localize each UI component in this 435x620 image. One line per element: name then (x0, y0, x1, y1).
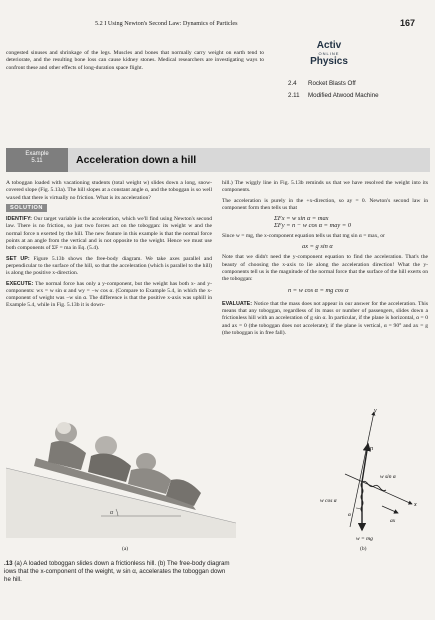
caption-prefix: .13 (4, 560, 13, 567)
caption-line-3: he hill. (4, 576, 22, 583)
activ-logo-bottom: Physics (310, 56, 348, 67)
identify-keyword: IDENTIFY: (6, 216, 32, 223)
activ-logo-top: Activ (316, 40, 342, 51)
fbd-label-alpha: α (348, 512, 351, 518)
activ-physics-logo (300, 42, 358, 66)
example-label: Example (25, 151, 49, 157)
fbd-label-n: n (370, 446, 373, 452)
example-title: Acceleration down a hill (76, 154, 197, 166)
solution-tag: SOLUTION (6, 204, 47, 212)
right-paragraph-3: Since w = mg, the x-component equation tells us that mg sin α = max, or (222, 232, 385, 239)
right-paragraph-1: hill.) The wiggly line in Fig. 5.13b reminds us that we have resolved the weight into its components. (222, 180, 428, 194)
evaluate-text: Notice that the mass does not appear in our answer for the acceleration. This means that any toboggan, regardless of its mass or number of passengers, slides down a frictionless hill with an acceleration of g sin α. In particular, if the plane is horizontal, α = 0 and ax = 0 (the toboggan does not accelerate); if the plane is vertical, α = 90° and ax = g (the toboggan is in free fall). (222, 300, 428, 337)
equation-sum-fx: ΣFx = w sin α = max (274, 215, 329, 223)
fbd-acceleration (382, 506, 398, 513)
running-head: 5.2 I Using Newton's Second Law: Dynamics of Particles (95, 20, 238, 27)
example-heading-bar (6, 148, 430, 172)
evaluate-keyword: EVALUATE: (222, 300, 253, 307)
activ-item[interactable]: 2.11 Modified Atwood Machine (288, 92, 379, 99)
identify-text: Our target variable is the acceleration, which we'll find using Newton's second law. There is no friction, so just two forces act on the toboggan: its weight w and the normal force n exerted by the hill. The new feature in this example is that the normal force points at an angle from the vertical and is not opposite to the weight. Hence we must use both components of ΣF = ma in Eq. (5.4). (6, 216, 212, 252)
caption-line-2: iows that the x-component of the weight, w sin α, accelerates the toboggan down (4, 568, 226, 575)
fbd-label-x: x (414, 502, 417, 508)
activ-logo-mid: ONLINE (318, 51, 340, 56)
fbd-x-axis (345, 474, 412, 504)
example-number-box (6, 148, 68, 172)
equation-ax: ax = g sin α (302, 243, 333, 251)
equation-normal-force: n = w cos α = mg cos α (288, 286, 349, 294)
right-column (222, 180, 428, 340)
execute-paragraph (6, 281, 212, 310)
execute-text: The normal force has only a y-component, but the weight has both x- and y-components: wx = w sin α and wy = −w cos α. (Compare to Example 5.4, in which the x-component of weight was −w sin α. The difference is that the positive x-axis was uphill in Example 5.4, while in Fig. 5.13b it is down- (6, 280, 212, 309)
fbd-w-sin-component (362, 481, 386, 490)
figure-a-alpha: α (110, 510, 114, 516)
figure-a-label: (a) (122, 546, 129, 552)
fbd-label-w: w = mg (356, 536, 373, 542)
activ-item[interactable]: 2.4 Rocket Blasts Off (288, 80, 356, 87)
example-number: 5.11 (31, 158, 43, 164)
intro-text: congested sinuses and shrinkage of the legs. Muscles and bones that normally carry weight on earth tend to deteriorate, and the resulting bone loss can cause kidney stones. Medical researchers are investigating ways to confront these and other effects of long-duration space flight. (6, 50, 264, 71)
intro-paragraph (6, 50, 264, 75)
setup-paragraph (6, 256, 212, 278)
problem-statement: A toboggan loaded with vacationing students (total weight w) slides down a long, snow-covered slope (Fig. 5.13a). The hill slopes at a constant angle α, and the toboggan is so well waxed that there is virtually no friction. What is its acceleration? (6, 180, 212, 201)
right-paragraph-2: The acceleration is purely in the +x-direction, so ay = 0. Newton's second law in component form then tells us that (222, 197, 428, 211)
identify-paragraph (6, 216, 212, 252)
caption-line-1: (a) A loaded toboggan slides down a frictionless hill. (b) The free-body diagram (14, 560, 230, 567)
fbd-label-y: y (374, 408, 377, 414)
fbd-label-wcos: w cos α (320, 498, 337, 504)
right-paragraph-4: Note that we didn't need the y-component equation to find the acceleration. That's the beauty of choosing the x-axis to lie along the acceleration direction! What the y-components tell us is the magnitude of the normal force that the surface of the hill exerts on the toboggan: (222, 254, 428, 283)
figure-b-label: (b) (360, 546, 367, 552)
fbd-label-ax: ax (390, 518, 396, 524)
equation-sum-fy: ΣFy = n − w cos α = may = 0 (274, 222, 351, 230)
evaluate-paragraph (222, 301, 428, 337)
execute-keyword: EXECUTE: (6, 280, 34, 287)
page-number: 167 (400, 18, 416, 28)
fbd-label-wsin: w sin α (380, 474, 396, 480)
toboggan-illustration (6, 398, 236, 538)
activ-physics-list (288, 78, 428, 102)
setup-text: Figure 5.13b shows the free-body diagram. We take axes parallel and perpendicular to the surface of the hill, so that the acceleration (which is parallel to the hill) is along the positive x-direction. (6, 255, 213, 277)
left-column (6, 180, 212, 313)
fbd-normal-force (362, 444, 368, 482)
figure-caption (4, 560, 424, 584)
setup-keyword: SET UP: (6, 255, 30, 262)
free-body-diagram (310, 402, 425, 542)
